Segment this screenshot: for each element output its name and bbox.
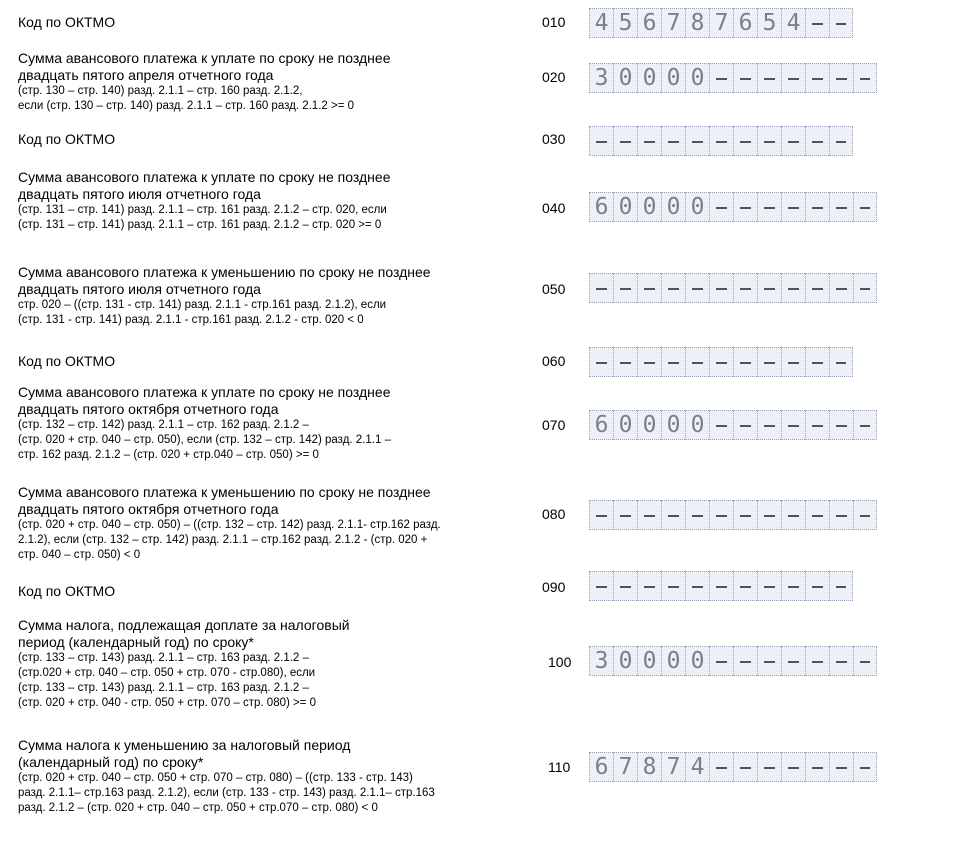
row-formula: (стр. 130 – стр. 140) разд. 2.1.1 – стр. 160 разд. 2.1.2, если (стр. 130 – стр. 140) разд. 2.1.1 – стр. 160 разд. 2.1.2 >= 0 — [18, 85, 355, 112]
empty-cell-dash — [829, 646, 853, 676]
empty-cell-dash — [661, 273, 685, 303]
digit-cell: 6 — [589, 192, 613, 222]
empty-cell-dash — [757, 126, 781, 156]
line-code: 050 — [542, 281, 566, 297]
empty-cell-dash — [661, 347, 685, 377]
empty-cell-dash — [733, 500, 757, 530]
digit-cell: 0 — [685, 63, 709, 93]
line-code: 060 — [542, 353, 566, 369]
amount-field[interactable] — [589, 410, 877, 440]
empty-cell-dash — [709, 752, 733, 782]
amount-field[interactable] — [589, 273, 877, 303]
row-title: Код по ОКТМО — [18, 131, 116, 147]
row-formula: (стр. 020 + стр. 040 – стр. 050) – ((стр. 132 – стр. 142) разд. 2.1.1- стр.162 разд. 2.1.2), если (стр. 132 – стр. 142) разд. 2.1.1 – стр.162 разд. 2.1.2 - (стр. 020 + стр. 040 – стр. 050) < 0 — [18, 519, 441, 561]
digit-cell: 8 — [637, 752, 661, 782]
empty-cell-dash — [829, 273, 853, 303]
digit-cell: 6 — [733, 8, 757, 38]
line-code: 080 — [542, 506, 566, 522]
row-title: Сумма налога, подлежащая доплате за налоговый период (календарный год) по сроку* — [18, 617, 350, 650]
empty-cell-dash — [805, 500, 829, 530]
empty-cell-dash — [805, 410, 829, 440]
empty-cell-dash — [685, 571, 709, 601]
empty-cell-dash — [709, 347, 733, 377]
row-label — [18, 384, 538, 463]
empty-cell-dash — [709, 63, 733, 93]
digit-cell: 3 — [589, 646, 613, 676]
empty-cell-dash — [757, 192, 781, 222]
empty-cell-dash — [733, 347, 757, 377]
oktmo-field[interactable] — [589, 347, 853, 377]
row-label — [18, 617, 538, 711]
empty-cell-dash — [637, 571, 661, 601]
empty-cell-dash — [757, 63, 781, 93]
empty-cell-dash — [781, 500, 805, 530]
amount-field[interactable] — [589, 63, 877, 93]
empty-cell-dash — [781, 571, 805, 601]
empty-cell-dash — [709, 273, 733, 303]
row-formula: (стр. 131 – стр. 141) разд. 2.1.1 – стр. 161 разд. 2.1.2 – стр. 020, если (стр. 131 – стр. 141) разд. 2.1.1 – стр. 161 разд. 2.1.2 – стр. 020 >= 0 — [18, 204, 387, 231]
empty-cell-dash — [829, 571, 853, 601]
empty-cell-dash — [805, 126, 829, 156]
empty-cell-dash — [709, 410, 733, 440]
row-label — [18, 583, 538, 600]
empty-cell-dash — [829, 410, 853, 440]
row-title: Сумма авансового платежа к уплате по сроку не позднее двадцать пятого октября отчетного года — [18, 384, 391, 417]
empty-cell-dash — [781, 273, 805, 303]
empty-cell-dash — [853, 410, 877, 440]
line-code: 070 — [542, 417, 566, 433]
empty-cell-dash — [733, 752, 757, 782]
empty-cell-dash — [733, 63, 757, 93]
empty-cell-dash — [805, 63, 829, 93]
empty-cell-dash — [733, 192, 757, 222]
empty-cell-dash — [757, 571, 781, 601]
empty-cell-dash — [853, 192, 877, 222]
digit-cell: 4 — [685, 752, 709, 782]
empty-cell-dash — [709, 500, 733, 530]
empty-cell-dash — [805, 752, 829, 782]
digit-cell: 7 — [661, 752, 685, 782]
empty-cell-dash — [589, 273, 613, 303]
amount-field[interactable] — [589, 500, 877, 530]
digit-cell: 0 — [613, 63, 637, 93]
row-label — [18, 353, 538, 370]
digit-cell: 5 — [757, 8, 781, 38]
digit-cell: 0 — [661, 646, 685, 676]
amount-field[interactable] — [589, 646, 877, 676]
empty-cell-dash — [589, 126, 613, 156]
empty-cell-dash — [757, 500, 781, 530]
empty-cell-dash — [589, 347, 613, 377]
empty-cell-dash — [661, 126, 685, 156]
line-code: 090 — [542, 579, 566, 595]
digit-cell: 4 — [781, 8, 805, 38]
digit-cell: 0 — [661, 410, 685, 440]
digit-cell: 8 — [685, 8, 709, 38]
row-formula: (стр. 132 – стр. 142) разд. 2.1.1 – стр. 162 разд. 2.1.2 – (стр. 020 + стр. 040 – стр. 050), если (стр. 132 – стр. 142) разд. 2.1.1 – стр. 162 разд. 2.1.2 – (стр. 020 + стр.040 – стр. 050) >= 0 — [18, 419, 391, 461]
line-code: 010 — [542, 14, 566, 30]
empty-cell-dash — [685, 500, 709, 530]
empty-cell-dash — [829, 8, 853, 38]
row-label — [18, 484, 538, 563]
empty-cell-dash — [733, 646, 757, 676]
empty-cell-dash — [781, 646, 805, 676]
digit-cell: 0 — [661, 63, 685, 93]
line-code: 020 — [542, 69, 566, 85]
empty-cell-dash — [733, 571, 757, 601]
oktmo-field[interactable] — [589, 571, 853, 601]
row-title: Код по ОКТМО — [18, 583, 116, 599]
digit-cell: 7 — [661, 8, 685, 38]
digit-cell: 6 — [589, 752, 613, 782]
empty-cell-dash — [637, 273, 661, 303]
empty-cell-dash — [829, 63, 853, 93]
empty-cell-dash — [757, 752, 781, 782]
empty-cell-dash — [829, 500, 853, 530]
empty-cell-dash — [613, 571, 637, 601]
empty-cell-dash — [805, 192, 829, 222]
empty-cell-dash — [853, 646, 877, 676]
row-label — [18, 737, 538, 816]
row-formula: стр. 020 – ((стр. 131 - стр. 141) разд. 2.1.1 - стр.161 разд. 2.1.2), если (стр. 131 - стр. 141) разд. 2.1.1 - стр.161 разд. 2.1.2 - стр. 020 < 0 — [18, 299, 387, 326]
empty-cell-dash — [853, 500, 877, 530]
empty-cell-dash — [853, 63, 877, 93]
empty-cell-dash — [781, 752, 805, 782]
empty-cell-dash — [709, 571, 733, 601]
empty-cell-dash — [589, 500, 613, 530]
empty-cell-dash — [709, 646, 733, 676]
empty-cell-dash — [733, 410, 757, 440]
digit-cell: 0 — [637, 410, 661, 440]
row-title: Код по ОКТМО — [18, 353, 116, 369]
digit-cell: 0 — [685, 410, 709, 440]
empty-cell-dash — [685, 126, 709, 156]
row-formula: (стр. 020 + стр. 040 – стр. 050 + стр. 070 – стр. 080) – ((стр. 133 - стр. 143) разд. 2.1.1– стр.163 разд. 2.1.2), если (стр. 133 - стр. 143) разд. 2.1.1– стр.163 разд. 2.1.2 – (стр. 020 + стр. 040 – стр. 050 + стр.070 – стр. 080) < 0 — [18, 772, 435, 814]
line-code: 040 — [542, 200, 566, 216]
empty-cell-dash — [757, 347, 781, 377]
empty-cell-dash — [829, 347, 853, 377]
empty-cell-dash — [733, 273, 757, 303]
empty-cell-dash — [805, 571, 829, 601]
row-title: Сумма авансового платежа к уплате по сроку не позднее двадцать пятого июля отчетного года — [18, 169, 391, 202]
empty-cell-dash — [805, 347, 829, 377]
empty-cell-dash — [805, 273, 829, 303]
empty-cell-dash — [781, 192, 805, 222]
digit-cell: 7 — [613, 752, 637, 782]
digit-cell: 6 — [589, 410, 613, 440]
row-title: Код по ОКТМО — [18, 14, 116, 30]
empty-cell-dash — [853, 752, 877, 782]
empty-cell-dash — [661, 500, 685, 530]
digit-cell: 5 — [613, 8, 637, 38]
empty-cell-dash — [781, 410, 805, 440]
empty-cell-dash — [829, 752, 853, 782]
digit-cell: 0 — [637, 63, 661, 93]
empty-cell-dash — [805, 8, 829, 38]
row-formula: (стр. 133 – стр. 143) разд. 2.1.1 – стр. 163 разд. 2.1.2 – (стр.020 + стр. 040 – стр. 050 + стр. 070 - стр.080), если (стр. 133 – стр. 143) разд. 2.1.1 – стр. 163 разд. 2.1.2 – (стр. 020 + стр. 040 - стр. 050 + стр. 070 – стр. 080) >= 0 — [18, 652, 317, 709]
amount-field[interactable] — [589, 192, 877, 222]
row-label — [18, 131, 538, 148]
digit-cell: 0 — [613, 646, 637, 676]
digit-cell: 0 — [661, 192, 685, 222]
empty-cell-dash — [781, 126, 805, 156]
empty-cell-dash — [613, 126, 637, 156]
empty-cell-dash — [781, 63, 805, 93]
empty-cell-dash — [637, 347, 661, 377]
row-label — [18, 14, 538, 31]
line-code: 030 — [542, 131, 566, 147]
row-label — [18, 169, 538, 233]
digit-cell: 0 — [613, 410, 637, 440]
empty-cell-dash — [709, 126, 733, 156]
digit-cell: 4 — [589, 8, 613, 38]
empty-cell-dash — [805, 646, 829, 676]
digit-cell: 3 — [589, 63, 613, 93]
row-label — [18, 264, 538, 328]
empty-cell-dash — [613, 347, 637, 377]
digit-cell: 6 — [637, 8, 661, 38]
empty-cell-dash — [781, 347, 805, 377]
row-title: Сумма налога к уменьшению за налоговый период (календарный год) по сроку* — [18, 737, 351, 770]
empty-cell-dash — [637, 500, 661, 530]
digit-cell: 0 — [685, 192, 709, 222]
empty-cell-dash — [613, 500, 637, 530]
empty-cell-dash — [613, 273, 637, 303]
empty-cell-dash — [757, 646, 781, 676]
empty-cell-dash — [661, 571, 685, 601]
row-title: Сумма авансового платежа к уменьшению по сроку не позднее двадцать пятого октября отчетного года — [18, 484, 431, 517]
line-code: 110 — [548, 759, 571, 775]
empty-cell-dash — [757, 273, 781, 303]
digit-cell: 7 — [709, 8, 733, 38]
empty-cell-dash — [829, 192, 853, 222]
empty-cell-dash — [637, 126, 661, 156]
empty-cell-dash — [733, 126, 757, 156]
empty-cell-dash — [709, 192, 733, 222]
empty-cell-dash — [685, 273, 709, 303]
oktmo-field[interactable] — [589, 8, 853, 38]
empty-cell-dash — [829, 126, 853, 156]
digit-cell: 0 — [613, 192, 637, 222]
empty-cell-dash — [589, 571, 613, 601]
empty-cell-dash — [685, 347, 709, 377]
digit-cell: 0 — [637, 646, 661, 676]
digit-cell: 0 — [637, 192, 661, 222]
row-title: Сумма авансового платежа к уменьшению по сроку не позднее двадцать пятого июля отчетного года — [18, 264, 431, 297]
oktmo-field[interactable] — [589, 126, 853, 156]
amount-field[interactable] — [589, 752, 877, 782]
digit-cell: 0 — [685, 646, 709, 676]
empty-cell-dash — [853, 273, 877, 303]
empty-cell-dash — [757, 410, 781, 440]
row-title: Сумма авансового платежа к уплате по сроку не позднее двадцать пятого апреля отчетного года — [18, 50, 391, 83]
row-label — [18, 50, 538, 114]
line-code: 100 — [548, 654, 572, 670]
